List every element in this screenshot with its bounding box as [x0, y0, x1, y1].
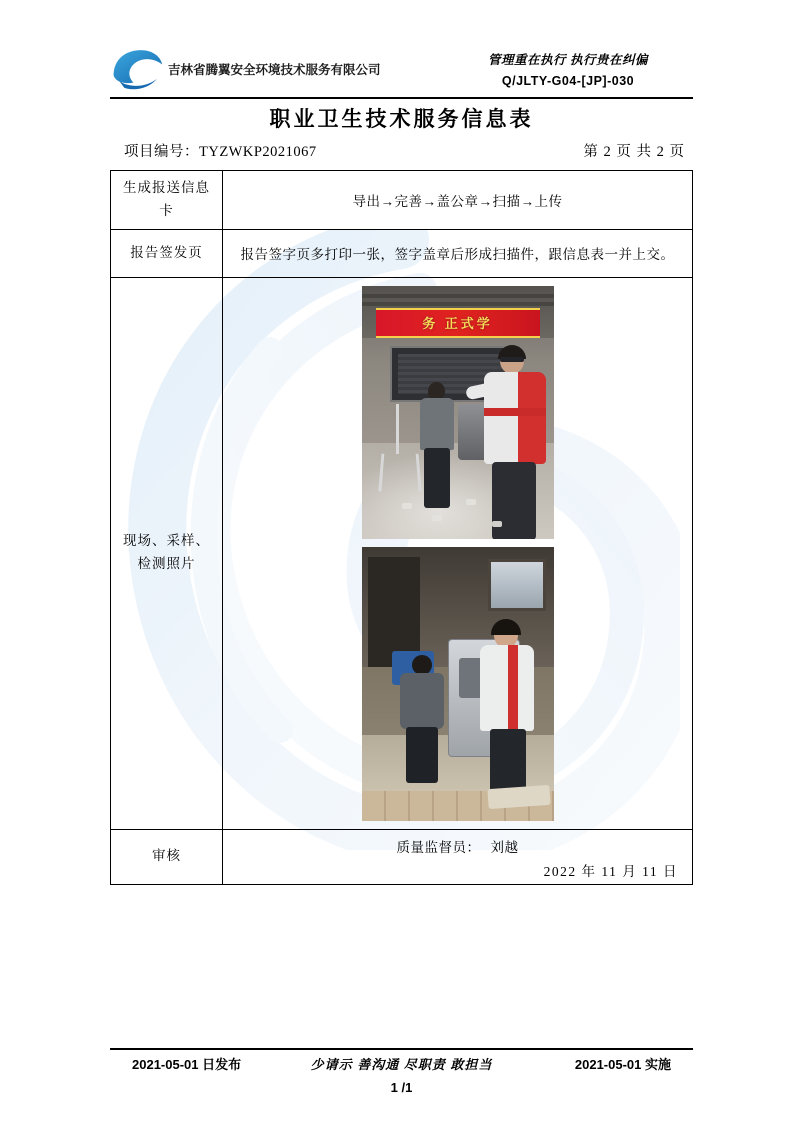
footer-divider — [110, 1048, 693, 1050]
review-block — [223, 830, 692, 884]
photo1-sampling-tripod — [380, 404, 414, 490]
table-row — [111, 229, 693, 277]
table-row — [111, 277, 693, 829]
wave-logo-icon — [110, 48, 164, 90]
photo2-worker — [396, 655, 448, 783]
footer-slogan: 少请示 善沟通 尽职责 敢担当 — [310, 1057, 493, 1072]
review-date: 2022 年 11 月 11 日 — [543, 863, 678, 879]
photo2-window — [488, 559, 546, 611]
document-header — [110, 48, 693, 96]
photo2-sack — [487, 785, 550, 809]
row-label-report-signature: 报告签发页 — [111, 229, 223, 277]
inspector-line — [223, 836, 692, 856]
info-table — [110, 170, 693, 885]
row-label-site-photos: 现场、采样、检测照片 — [111, 277, 223, 829]
site-sampling-photo-1 — [362, 286, 554, 539]
row-content-site-photos — [223, 277, 693, 829]
company-name: 吉林省腾翼安全环境技术服务有限公司 — [168, 63, 381, 77]
table-row — [111, 829, 693, 884]
photo1-beam — [362, 302, 554, 306]
site-sampling-photo-2 — [362, 547, 554, 821]
header-divider — [110, 97, 693, 99]
footer-page-number: 1 /1 — [390, 1080, 413, 1095]
footer-issue-date: 2021-05-01 日发布 — [132, 1057, 242, 1072]
photo2-inspector — [478, 623, 538, 791]
page-info: 第 2 页 共 2 页 — [583, 144, 685, 160]
project-number-value: TYZWKP2021067 — [199, 144, 317, 160]
header-slogan: 管理重在执行 执行贵在纠偏 — [488, 53, 648, 67]
subline — [110, 140, 693, 162]
footer-effective-date: 2021-05-01 实施 — [574, 1057, 671, 1072]
table-row — [111, 171, 693, 230]
photo1-beam — [362, 294, 554, 298]
header-right-block — [443, 50, 693, 88]
row-content-report-signature: 报告签字页多打印一张，签字盖章后形成扫描件，跟信息表一并上交。 — [223, 229, 693, 277]
inspector-label: 质量监督员： — [396, 839, 481, 855]
row-label-generate-card: 生成报送信息卡 — [111, 171, 223, 230]
photo1-inspector — [478, 348, 550, 538]
project-number — [124, 140, 317, 161]
photo-stack — [223, 286, 692, 821]
row-content-review — [223, 829, 693, 884]
project-number-label: 项目编号： — [124, 144, 199, 160]
inspector-name: 刘越 — [490, 839, 519, 855]
photo1-worker — [416, 382, 458, 512]
page-title: 职业卫生技术服务信息表 — [269, 107, 534, 131]
row-content-generate-card: 导出→完善→盖公章→扫描→上传 — [223, 171, 693, 230]
document-code: Q/JLTY-G04-[JP]-030 — [501, 74, 635, 88]
photo1-red-banner: 务 正式学 — [376, 308, 540, 338]
row-label-review: 审核 — [111, 829, 223, 884]
document-footer — [110, 1054, 693, 1076]
company-logo — [110, 48, 381, 90]
